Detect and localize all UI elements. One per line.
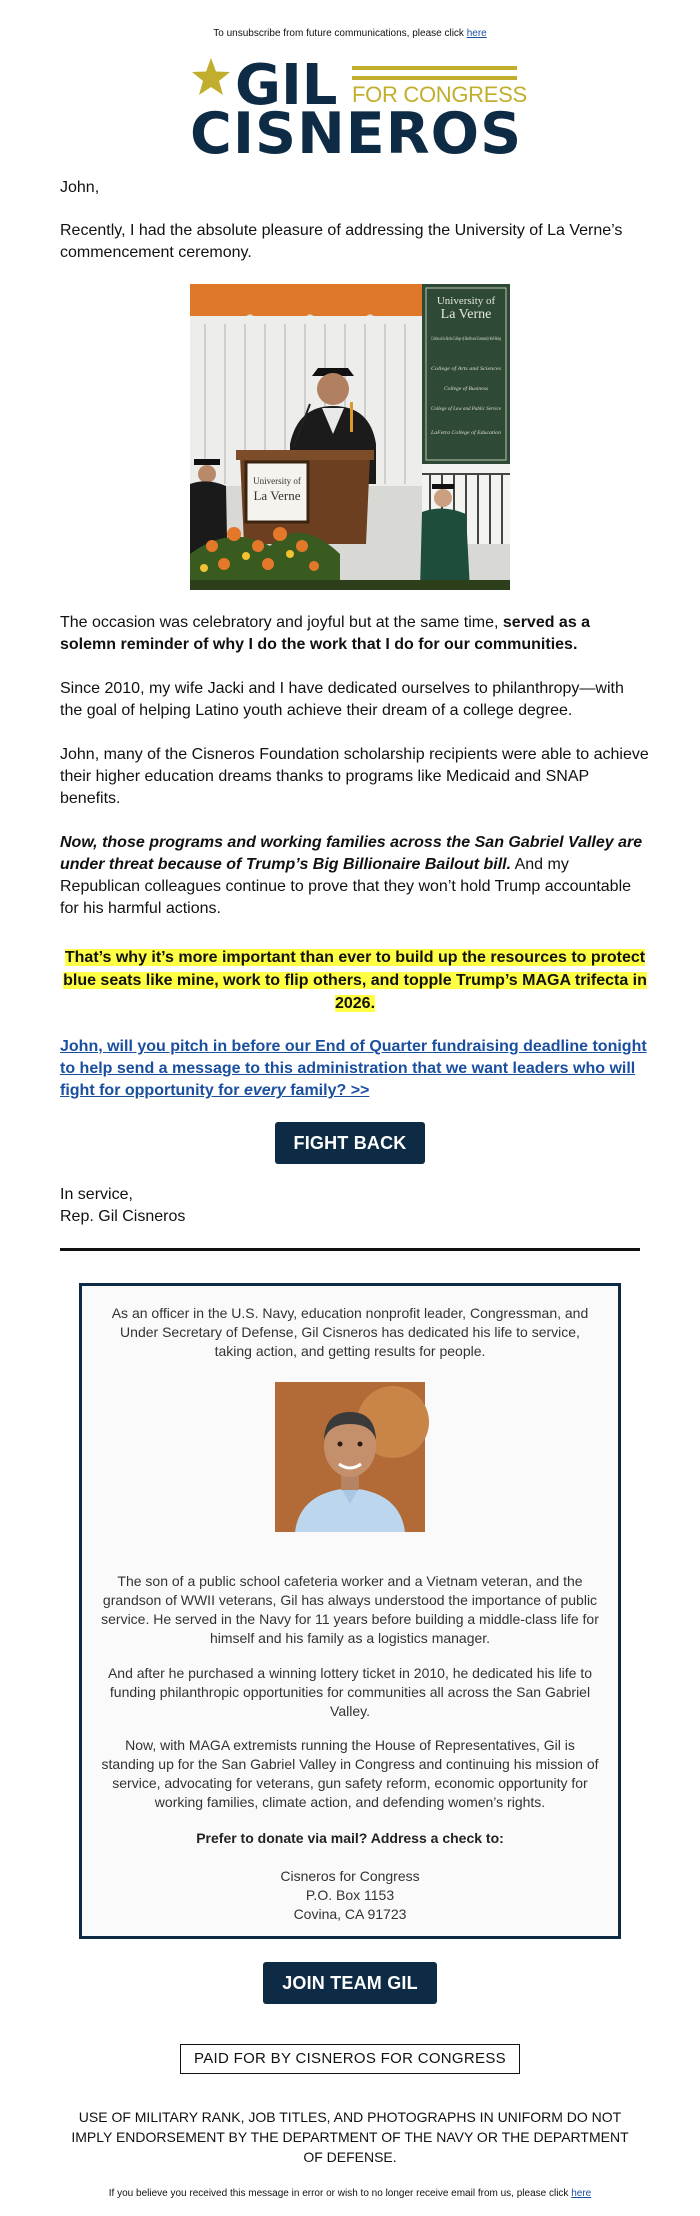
podium-sign-line2: La Verne (253, 488, 301, 503)
bio-intro: As an officer in the U.S. Navy, education nonprofit leader, Congressman, and Under Secretary of Defense, Gil Cisneros has dedicated his life to service, taking action, and getting results for people. (111, 1305, 589, 1359)
paragraph-philanthropy: Since 2010, my wife Jacki and I have dedicated ourselves to philanthropy—with the goal of helping Latino youth achieve their dream of a college degree. (60, 680, 624, 719)
footer-note (0, 2188, 700, 2199)
address-line1: Cisneros for Congress (280, 1868, 420, 1884)
donate-cta (60, 1036, 650, 1102)
paragraph-threat (60, 832, 650, 920)
donate-link-emphasis: every (243, 1082, 286, 1099)
banner-item: College of Arts and Sciences (431, 366, 496, 372)
logo-tagline: FOR CONGRESS (352, 82, 527, 107)
signoff-line2: Rep. Gil Cisneros (60, 1208, 186, 1225)
bio-congress: Now, with MAGA extremists running the House of Representatives, Gil is standing up for the San Gabriel Valley in Congress and continuing his mission of service, advocating for veterans, gun safety reform, economic opportunity for working families, climate action, and defending women’s rights. (101, 1737, 599, 1810)
avatar (275, 1382, 425, 1532)
logo-rule (352, 66, 517, 70)
fight-back-button[interactable]: FIGHT BACK (275, 1122, 425, 1164)
divider (60, 1248, 640, 1251)
threat-text: And my Republican colleagues continue to prove that they won’t hold Trump accountable for his harmful actions. (60, 856, 632, 917)
military-disclaimer: USE OF MILITARY RANK, JOB TITLES, AND PHOTOGRAPHS IN UNIFORM DO NOT IMPLY ENDORSEMENT BY THE DEPARTMENT OF THE NAVY OR THE DEPARTMENT OF DEFENSE. (71, 2109, 629, 2165)
bio-philanthropy: And after he purchased a winning lottery ticket in 2010, he dedicated his life to funding philanthropic opportunities for communities all across the San Gabriel Valley. (107, 1665, 593, 1719)
paragraph-occasion (60, 612, 650, 656)
bio-box (79, 1283, 621, 1939)
occasion-text: The occasion was celebratory and joyful but at the same time, (60, 614, 503, 631)
greeting: John, (60, 179, 100, 196)
banner-title-line2: La Verne (440, 307, 492, 322)
highlight-text: That’s why it’s more important than ever to build up the resources to protect blue seats like mine, work to flip others, and topple Trump’s MAGA trifecta in 2026. (63, 949, 647, 1012)
banner-item: College of Business (443, 386, 489, 392)
logo-rule (352, 76, 517, 80)
address-line3: Covina, CA 91723 (293, 1906, 407, 1922)
banner-title-line1: University of (436, 295, 496, 307)
unsubscribe-text: To unsubscribe from future communications, please click (213, 28, 464, 39)
podium-sign-line1: University of (253, 476, 301, 486)
logo-first-name: GIL (235, 53, 338, 118)
gil-cisneros-logo (190, 53, 527, 167)
occasion-emphasis: served as a solemn reminder of why I do the work that I do for our communities. (60, 614, 591, 653)
donate-link[interactable] (60, 1038, 647, 1099)
mail-heading: Prefer to donate via mail? Address a check to: (196, 1830, 504, 1846)
highlight-callout (60, 946, 650, 1015)
unsubscribe-link[interactable]: here (466, 28, 487, 39)
unsubscribe-note (0, 28, 700, 39)
commencement-photo (190, 284, 510, 590)
logo-last-name: CISNEROS (190, 101, 523, 167)
banner-item: LaFetra College of Education (431, 430, 499, 436)
threat-emphasis: Now, those programs and working families across the San Gabriel Valley are under threat because of Trump’s Big Billionaire Bailout bill. (60, 834, 643, 873)
banner-item (431, 335, 501, 342)
donate-link-end: family? >> (285, 1082, 370, 1099)
banner-item: College of Law and Public Service (431, 406, 509, 412)
bio-background: The son of a public school cafeteria worker and a Vietnam veteran, and the grandson of WWII veterans, Gil has always understood the importance of public service. He served in the Navy for 11 years before building a middle-class life for himself and his family as a logistics manager. (101, 1573, 599, 1646)
paragraph-scholarship: John, many of the Cisneros Foundation scholarship recipients were able to achieve their higher education dreams thanks to programs like Medicaid and SNAP benefits. (60, 746, 649, 807)
paragraph-commencement: Recently, I had the absolute pleasure of addressing the University of La Verne’s commencement ceremony. (60, 222, 623, 261)
paid-for-box: PAID FOR BY CISNEROS FOR CONGRESS (180, 2044, 520, 2074)
join-team-button[interactable]: JOIN TEAM GIL (263, 1962, 437, 2004)
address-line2: P.O. Box 1153 (305, 1887, 395, 1903)
star-icon (190, 56, 232, 98)
footer-text: If you believe you received this message in error or wish to no longer receive email from us, please click (108, 2188, 569, 2199)
donate-link-text: John, will you pitch in before our End of Quarter fundraising deadline tonight to help send a message to this administration that we want leaders who will fight for opportunity for (60, 1038, 647, 1099)
signoff-line1: In service, (60, 1186, 133, 1203)
footer-unsubscribe-link[interactable]: here (571, 2188, 592, 2199)
